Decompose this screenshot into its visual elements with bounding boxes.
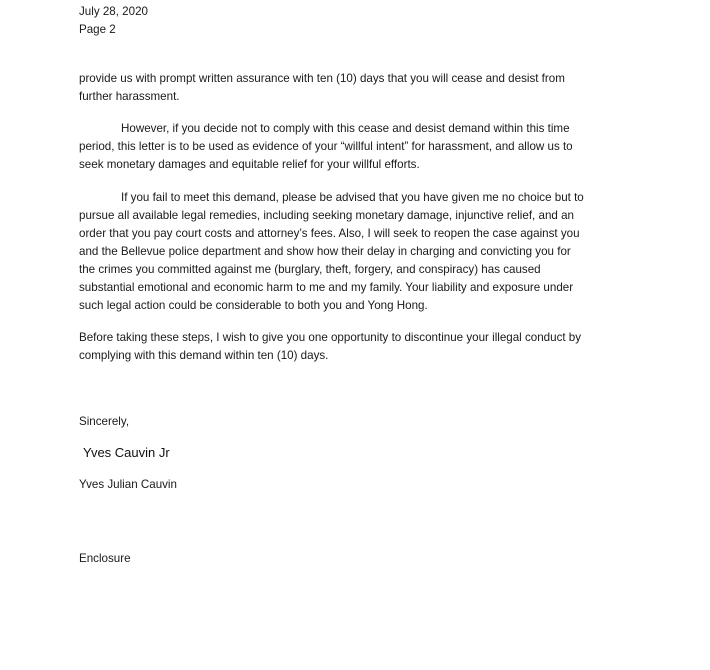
paragraph-line: If you fail to meet this demand, please be advised that you have given me no choice but to [121,191,584,204]
paragraph-line: complying with this demand within ten (10) days. [79,349,329,362]
paragraph-line: pursue all available legal remedies, including seeking monetary damage, injunctive relief, and an [79,209,574,222]
paragraph-line: Before taking these steps, I wish to give you one opportunity to discontinue your illegal conduct by [79,331,582,344]
page-number: Page 2 [79,23,116,36]
paragraph-line: seek monetary damages and equitable relief for your willful efforts. [79,158,420,171]
paragraph-line: However, if you decide not to comply with this cease and desist demand within this time [121,122,570,135]
paragraph-1 [79,70,565,106]
paragraph-3 [79,189,584,315]
paragraph-4 [79,329,581,365]
paragraph-line: the crimes you committed against me (burglary, theft, forgery, and conspiracy) has caused [79,263,541,276]
paragraph-line: such legal action could be considerable to both you and Yong Hong. [79,299,428,312]
paragraph-line: period, this letter is to be used as evidence of your “willful intent” for harassment, and allow us to [79,140,573,153]
paragraph-line: further harassment. [79,90,180,103]
signature: Yves Cauvin Jr [83,445,170,460]
letter-date: July 28, 2020 [79,5,148,18]
paragraph-line: and the Bellevue police department and show how their delay in charging and convicting you for [79,245,571,258]
paragraph-2 [79,120,573,174]
paragraph-line: provide us with prompt written assurance with ten (10) days that you will cease and desist from [79,72,565,85]
paragraph-line: substantial emotional and economic harm to me and my family. Your liability and exposure under [79,281,574,294]
printed-name: Yves Julian Cauvin [79,478,177,491]
closing-salutation: Sincerely, [79,415,130,428]
paragraph-line: order that you pay court costs and attorney’s fees. Also, I will seek to reopen the case against you [79,227,580,240]
enclosure-note: Enclosure [79,552,131,565]
